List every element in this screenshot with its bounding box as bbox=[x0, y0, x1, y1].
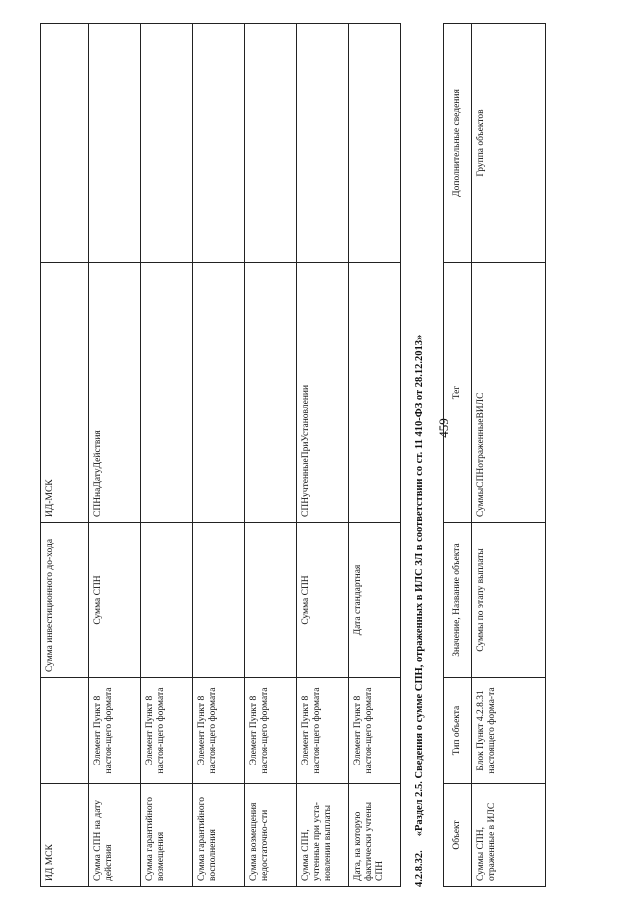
table-cell: Элемент Пункт 8 настоя-щего формата bbox=[349, 678, 401, 784]
table-cell: СПНнаДатуДействия bbox=[89, 263, 141, 523]
table-cell: Дата, на которую фактически учтены СПН bbox=[349, 784, 401, 887]
table-row bbox=[89, 24, 141, 887]
section-heading bbox=[414, 24, 425, 887]
table-cell bbox=[245, 263, 297, 523]
table-cell bbox=[193, 263, 245, 523]
table-cell: Сумма гарантийного восполнения bbox=[193, 784, 245, 887]
table-row bbox=[141, 24, 193, 887]
table-row bbox=[41, 24, 89, 887]
table-cell bbox=[141, 523, 193, 678]
column-header: Дополнительные сведения bbox=[444, 24, 472, 263]
table-cell bbox=[245, 523, 297, 678]
section-number: 4.2.8.32. bbox=[414, 850, 425, 887]
table-cell: ИД МСК bbox=[41, 784, 89, 887]
table-cell bbox=[245, 24, 297, 263]
table-row bbox=[349, 24, 401, 887]
table-cell: Сумма СПН, учтенные при уста-новлении выплаты bbox=[297, 784, 349, 887]
section-2-5-format-table bbox=[443, 23, 546, 887]
table-cell: Элемент Пункт 8 настоя-щего формата bbox=[245, 678, 297, 784]
landscape-content bbox=[40, 22, 605, 887]
table-row bbox=[193, 24, 245, 887]
table-cell: Сумма инвестиционного до-хода bbox=[41, 523, 89, 678]
table-cell: Сумма СПН на дату действия bbox=[89, 784, 141, 887]
table-cell: Суммы СПН, отраженные в ИЛС bbox=[472, 784, 546, 887]
rotated-page-content bbox=[40, 22, 605, 887]
table-row bbox=[297, 24, 349, 887]
table-cell: Дата стандартная bbox=[349, 523, 401, 678]
table-row bbox=[472, 24, 546, 887]
table-cell: Элемент Пункт 8 настоя-щего формата bbox=[193, 678, 245, 784]
column-header: Тег bbox=[444, 263, 472, 523]
table-cell: Сумма СПН bbox=[297, 523, 349, 678]
page-number: 459 bbox=[436, 418, 451, 438]
column-header: Объект bbox=[444, 784, 472, 887]
table-cell: Элемент Пункт 8 настоя-щего формата bbox=[297, 678, 349, 784]
column-header: Значение, Название объекта bbox=[444, 523, 472, 678]
table-cell: СуммыСПНотраженныеВИЛС bbox=[472, 263, 546, 523]
table-cell: Группа объектов bbox=[472, 24, 546, 263]
table-cell: Элемент Пункт 8 настоя-щего формата bbox=[89, 678, 141, 784]
table-cell bbox=[41, 678, 89, 784]
table-header-row bbox=[444, 24, 472, 887]
table-cell bbox=[141, 263, 193, 523]
table-cell bbox=[349, 263, 401, 523]
section-title: «Раздел 2.5. Сведения о сумме СПН, отраженных в ИЛС ЗЛ в соответствии со ст. 11 410-ФЗ от 28.12.2013» bbox=[414, 334, 425, 837]
table-cell bbox=[193, 24, 245, 263]
table-cell bbox=[297, 24, 349, 263]
table-cell: Суммы по этапу выплаты bbox=[472, 523, 546, 678]
table-cell bbox=[89, 24, 141, 263]
table-cell: СПНучтенныеПриУстановлении bbox=[297, 263, 349, 523]
column-header: Тип объекта bbox=[444, 678, 472, 784]
table-cell: Сумма возмещения недостаточно-сти bbox=[245, 784, 297, 887]
format-table-continued bbox=[40, 23, 401, 887]
table-cell: ИД-МСК bbox=[41, 263, 89, 523]
table-cell: Сумма СПН bbox=[89, 523, 141, 678]
table-cell bbox=[193, 523, 245, 678]
table-cell: Блок Пункт 4.2.8.31 настоящего форма-та bbox=[472, 678, 546, 784]
table-cell bbox=[141, 24, 193, 263]
table-cell bbox=[41, 24, 89, 263]
table-row bbox=[245, 24, 297, 887]
table-cell: Сумма гарантийного возмещения bbox=[141, 784, 193, 887]
table-cell bbox=[349, 24, 401, 263]
table-cell: Элемент Пункт 8 настоя-щего формата bbox=[141, 678, 193, 784]
